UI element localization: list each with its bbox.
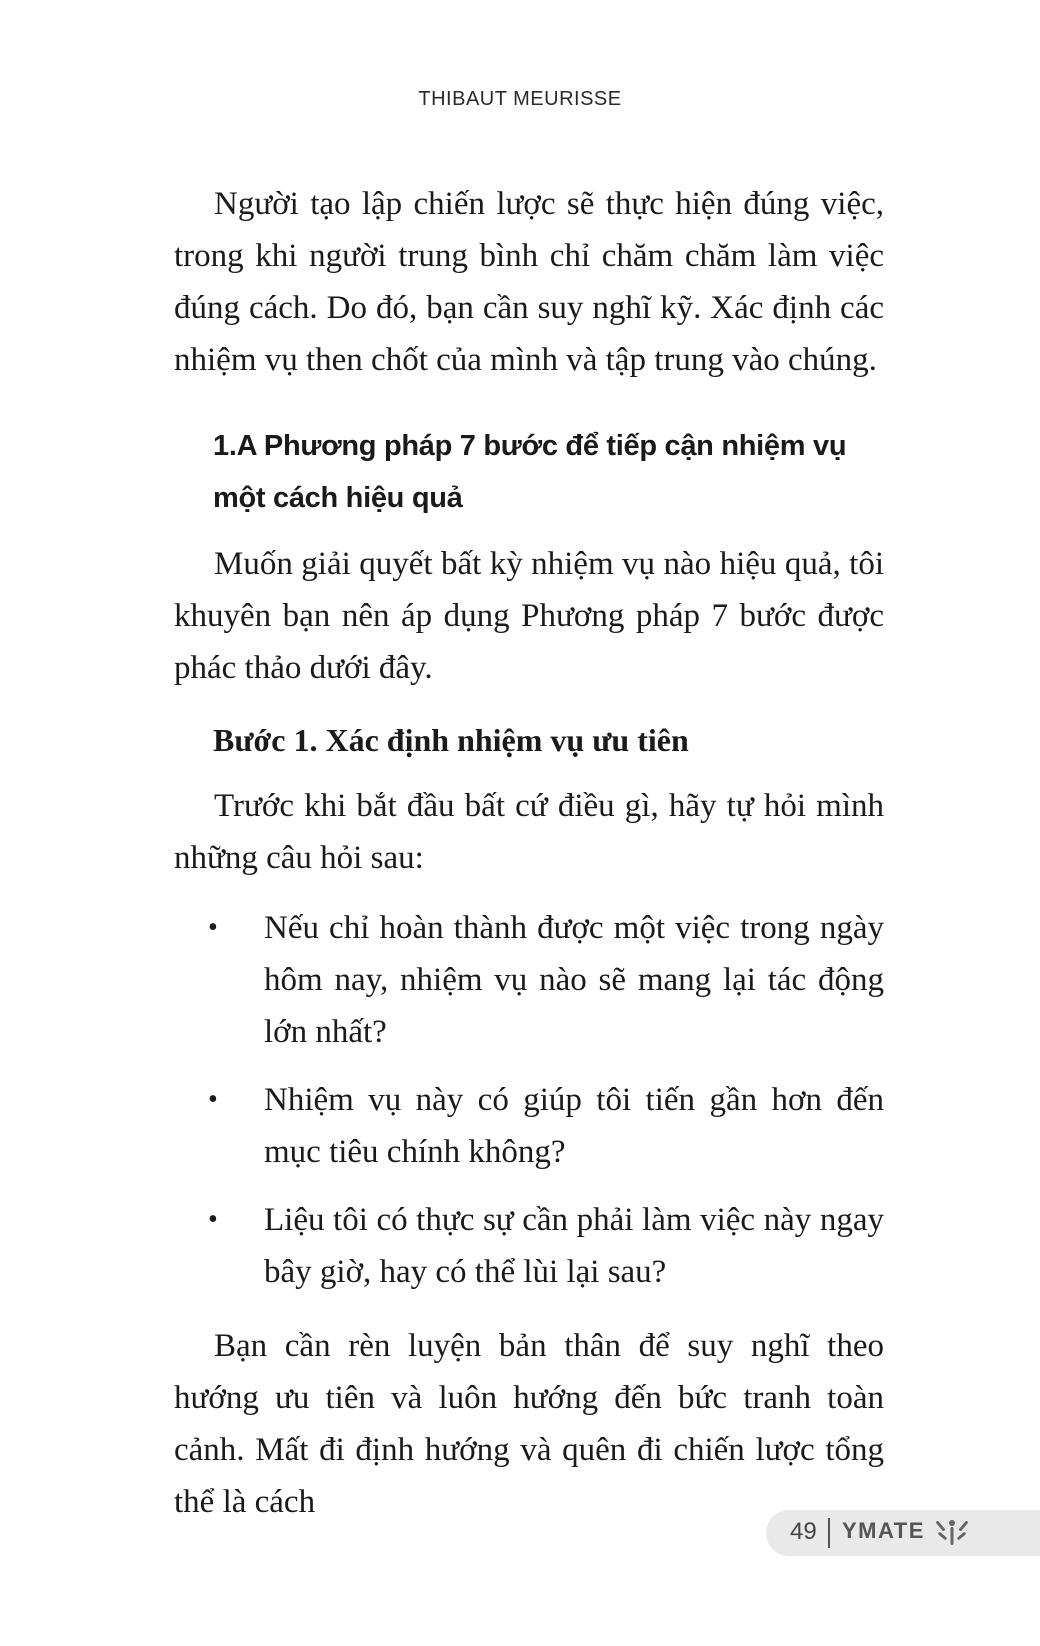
step-heading: Bước 1. Xác định nhiệm vụ ưu tiên — [213, 722, 689, 758]
bullet-icon: • — [208, 1204, 218, 1235]
list-item-text: Nhiệm vụ này có giúp tôi tiến gần hơn đến mục tiêu chính không? — [264, 1082, 884, 1170]
list-item — [174, 1074, 884, 1178]
list-item-text: Liệu tôi có thực sự cần phải làm việc này ngay bây giờ, hay có thể lùi lại sau? — [264, 1202, 884, 1290]
paragraph-1-text: Người tạo lập chiến lược sẽ thực hiện đúng việc, trong khi người trung bình chỉ chăm chăm làm việc đúng cách. Do đó, bạn cần suy nghĩ kỹ. Xác định các nhiệm vụ then chốt của mình và tập trung vào chúng. — [174, 186, 884, 378]
ymate-logo-icon — [935, 1515, 969, 1549]
question-list — [174, 902, 884, 1314]
running-head-author: THIBAUT MEURISSE — [418, 88, 622, 110]
list-item — [174, 1194, 884, 1298]
paragraph-2 — [174, 538, 884, 694]
list-item — [174, 902, 884, 1058]
bullet-icon: • — [208, 1084, 218, 1115]
publisher-name: YMATE — [842, 1518, 925, 1543]
page-number: 49 — [790, 1518, 817, 1545]
bullet-icon: • — [208, 912, 218, 943]
paragraph-4 — [174, 1320, 884, 1528]
section-heading: 1.A Phương pháp 7 bước để tiếp cận nhiệm vụ một cách hiệu quả — [213, 430, 847, 514]
paragraph-3 — [174, 780, 884, 884]
footer-divider — [828, 1518, 830, 1548]
paragraph-1 — [174, 178, 884, 386]
paragraph-2-text: Muốn giải quyết bất kỳ nhiệm vụ nào hiệu quả, tôi khuyên bạn nên áp dụng Phương pháp 7 bước được phác thảo dưới đây. — [174, 546, 884, 686]
paragraph-4-text: Bạn cần rèn luyện bản thân để suy nghĩ theo hướng ưu tiên và luôn hướng đến bức tranh toàn cảnh. Mất đi định hướng và quên đi chiến lược tổng thể là cách — [174, 1328, 884, 1520]
paragraph-3-text: Trước khi bắt đầu bất cứ điều gì, hãy tự hỏi mình những câu hỏi sau: — [174, 788, 884, 876]
list-item-text: Nếu chỉ hoàn thành được một việc trong ngày hôm nay, nhiệm vụ nào sẽ mang lại tác động lớn nhất? — [264, 910, 884, 1050]
